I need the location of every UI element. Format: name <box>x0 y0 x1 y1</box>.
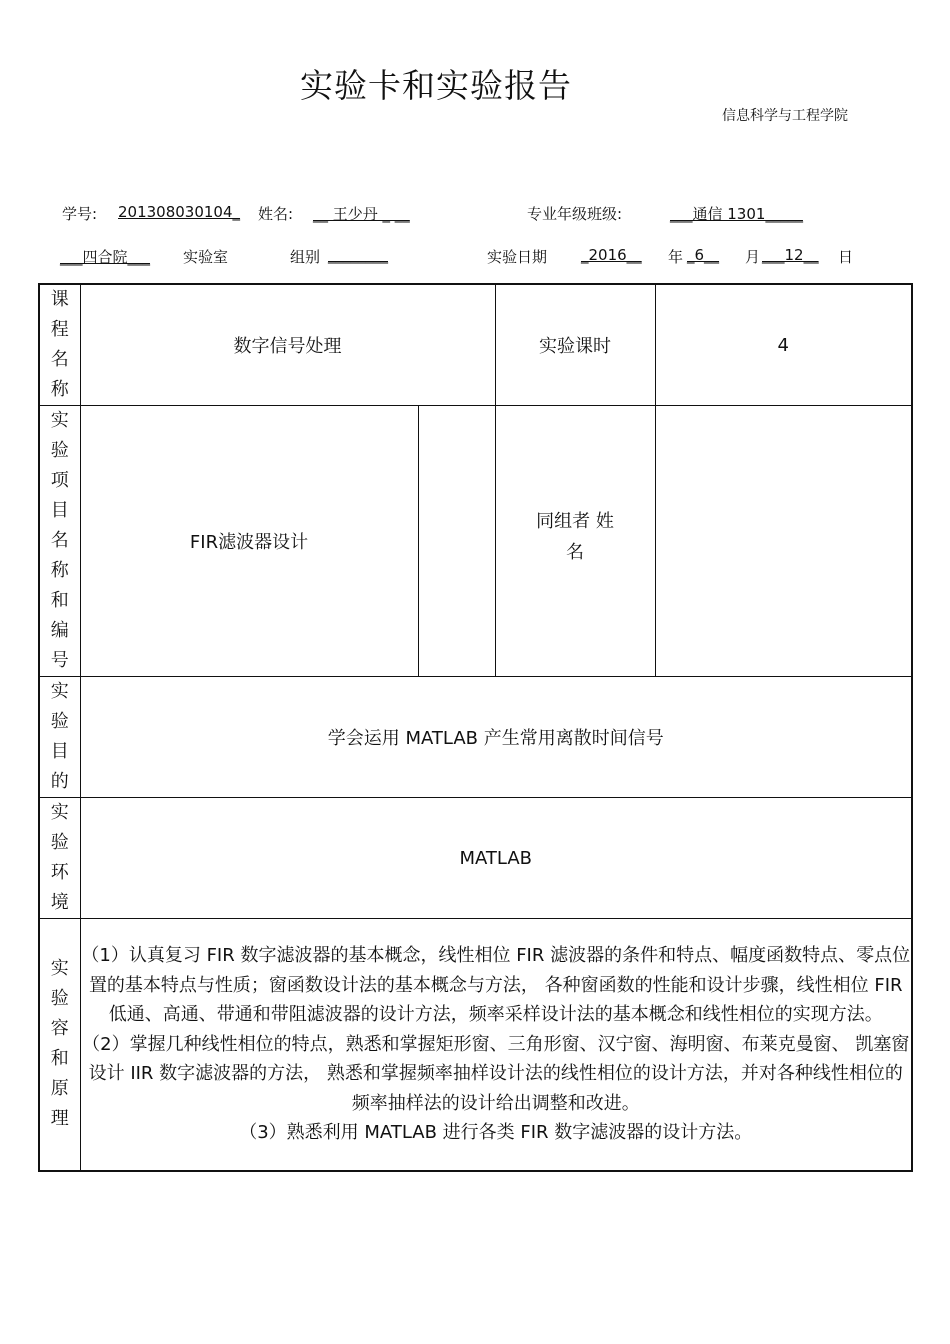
name-value: __ 王少丹 _ __ <box>313 205 410 223</box>
purpose-row <box>39 677 912 798</box>
student-id-label: 学号: <box>62 205 98 223</box>
course-row <box>39 284 912 406</box>
experiment-card-table <box>38 283 913 1172</box>
building-value: ___四合院___ <box>60 248 151 266</box>
partner-label: 同组者 姓 名 <box>495 406 655 677</box>
content-paragraph-3: （3）熟悉利用 MATLAB 进行各类 FIR 数字滤波器的设计方法。 <box>239 1122 753 1143</box>
day-value: ___12__ <box>762 246 819 264</box>
content-paragraph-1: （1）认真复习 FIR 数字滤波器的基本概念，线性相位 FIR 滤波器的条件和特点、幅度函数特点、零点位置的基本特点与性质；窗函数设计法的基本概念与方法， 各种窗函数的性能和设计步骤，线性相位 FIR 低通、高通、带通和带阻滤波器的设计方法，频率采样设计法的基本概念和线性相位的实现方法。 <box>81 945 911 1025</box>
month-value: _6__ <box>687 246 720 264</box>
date-label: 实验日期 <box>487 248 548 266</box>
project-number <box>418 406 495 677</box>
name-label: 姓名: <box>258 205 294 223</box>
group-value: ________ <box>328 246 388 264</box>
lab-label: 实验室 <box>183 248 229 266</box>
major-label: 专业年级班级: <box>527 205 623 223</box>
partner-value <box>655 406 912 677</box>
content-label: 实 验 容 和 原 理 <box>39 919 80 1171</box>
hours-value: 4 <box>655 284 912 406</box>
college-name: 信息科学与工程学院 <box>722 108 848 124</box>
group-label: 组别 <box>290 248 321 266</box>
project-label: 实 验 项 目 名 称 和 编 号 <box>39 406 80 677</box>
page-title: 实验卡和实验报告 <box>300 66 572 105</box>
env-value: MATLAB <box>80 798 912 919</box>
major-value: ___通信 1301_____ <box>670 205 803 223</box>
course-label: 课 程 名 称 <box>39 284 80 406</box>
env-row <box>39 798 912 919</box>
project-row <box>39 406 912 677</box>
content-paragraph-2: （2）掌握几种线性相位的特点，熟悉和掌握矩形窗、三角形窗、汉宁窗、海明窗、布莱克曼窗、 凯塞窗设计 IIR 数字滤波器的方法， 熟悉和掌握频率抽样设计法的线性相位的设计方法，并对各种线性相位的频率抽样法的设计给出调整和改进。 <box>82 1033 910 1114</box>
env-label: 实 验 环 境 <box>39 798 80 919</box>
content-row <box>39 919 912 1171</box>
project-name: FIR滤波器设计 <box>80 406 418 677</box>
content-principle <box>80 919 912 1171</box>
day-label: 日 <box>838 248 854 266</box>
student-id-value: 201308030104_ <box>118 203 241 221</box>
month-label: 月 <box>745 248 761 266</box>
year-value: _2016__ <box>581 246 642 264</box>
purpose-label: 实 验 目 的 <box>39 677 80 798</box>
purpose-value: 学会运用 MATLAB 产生常用离散时间信号 <box>80 677 912 798</box>
year-label: 年 <box>668 248 684 266</box>
hours-label: 实验课时 <box>495 284 655 406</box>
course-name: 数字信号处理 <box>80 284 495 406</box>
